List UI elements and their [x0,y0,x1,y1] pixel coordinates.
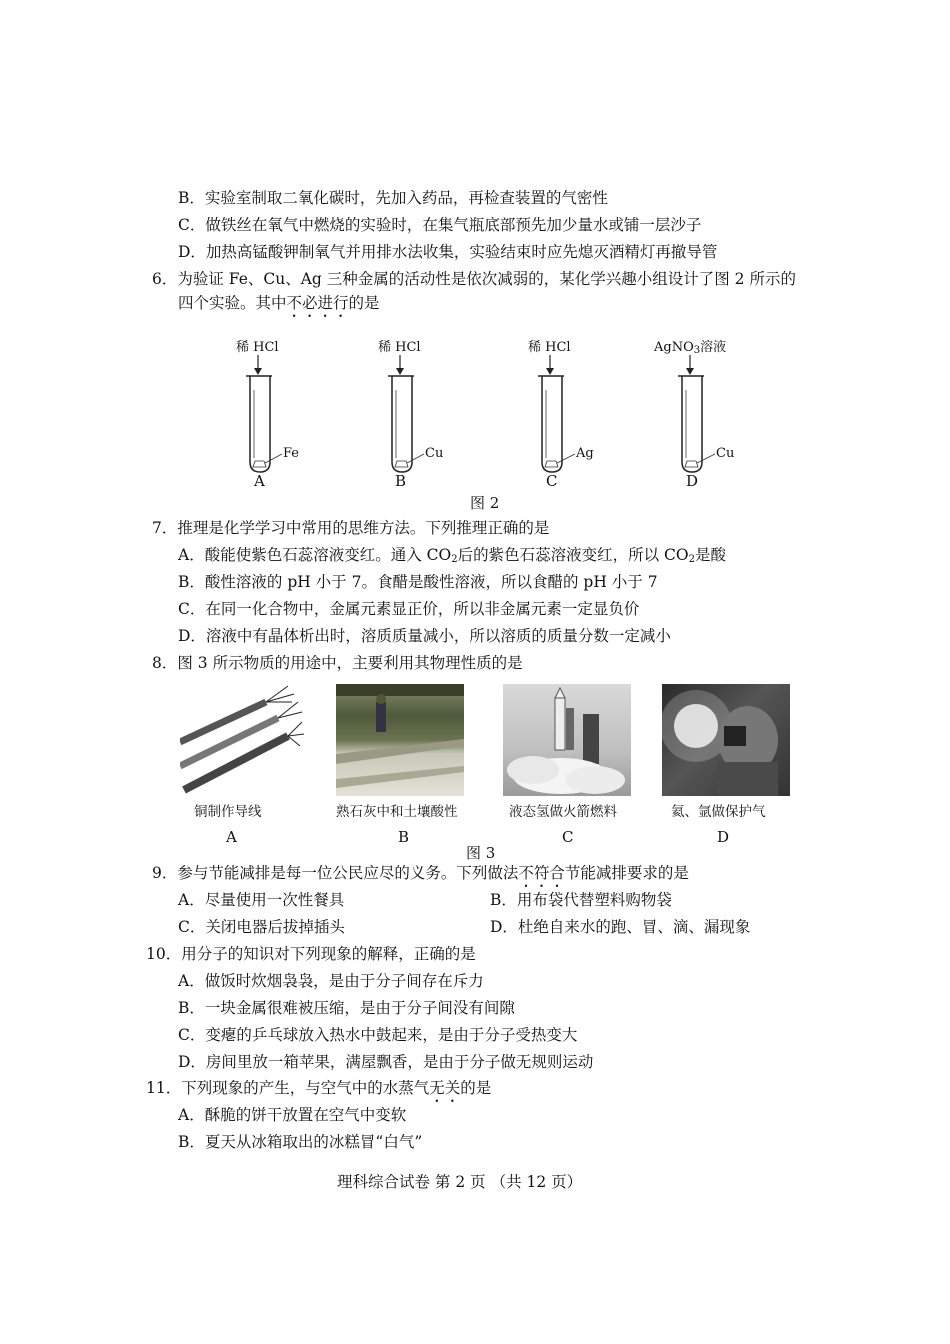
q11-stem: 11．下列现象的产生，与空气中的水蒸气无关的是 [146,1079,492,1097]
test-tubes-diagram [0,0,950,500]
tube-a-reagent: 稀 HCl [236,340,279,355]
tube-b-metal: Cu [425,446,444,461]
q11-option-a: A．酥脆的饼干放置在空气中变软 [178,1106,407,1124]
tube-d-reagent: AgNO$_3$溶液 [654,340,727,356]
q9-emphasis: 不符合 [518,864,565,882]
test-tube-a [246,355,282,472]
q9-option-b: B．用布袋代替塑料购物袋 [490,891,672,909]
photo-field-lime [336,684,464,796]
q8-stem: 8．图 3 所示物质的用途中，主要利用其物理性质的是 [152,654,523,672]
q6-emphasis: 不必进行 [286,294,349,312]
tube-d-metal: Cu [716,446,735,461]
tube-b-letter: B [395,472,407,490]
q10-option-a: A．做饭时炊烟袅袅，是由于分子间存在斥力 [178,972,484,990]
q11-emphasis: 无关 [429,1079,461,1097]
q5-option-b: B．实验室制取二氧化碳时，先加入药品，再检查装置的气密性 [178,189,608,207]
photo-b-letter: B [398,828,410,846]
q5-option-c: C．做铁丝在氧气中燃烧的实验时，在集气瓶底部预先加少量水或铺一层沙子 [178,216,702,234]
q10-stem: 10．用分子的知识对下列现象的解释，正确的是 [146,945,476,963]
test-tube-d [678,355,715,472]
q9-option-a: A．尽量使用一次性餐具 [178,891,345,909]
q6-stem-line2: 四个实验。其中不必进行的是 [178,294,380,312]
tube-b-reagent: 稀 HCl [378,340,421,355]
q7-stem: 7．推理是化学学习中常用的思维方法。下列推理正确的是 [152,519,550,537]
q6-stem-line1: 6．为验证 Fe、Cu、Ag 三种金属的活动性是依次减弱的，某化学兴趣小组设计了图 2 所示的 [152,270,796,288]
figure-3-caption: 图 3 [466,844,496,862]
q9-option-c: C．关闭电器后拔掉插头 [178,918,345,936]
tube-d-letter: D [686,472,699,490]
photo-a-caption: 铜制作导线 [194,804,262,820]
figure-2-caption: 图 2 [470,494,500,512]
tube-a-letter: A [254,472,265,490]
tube-a-metal: Fe [283,446,300,461]
photo-copper-wires [180,684,304,796]
q10-option-c: C．变瘪的乒乓球放入热水中鼓起来，是由于分子受热变大 [178,1026,578,1044]
photo-d-letter: D [717,828,730,846]
q11-option-b: B．夏天从冰箱取出的冰糕冒“白气” [178,1133,423,1151]
tube-c-metal: Ag [576,446,594,461]
q10-option-b: B．一块金属很难被压缩，是由于分子间没有间隙 [178,999,515,1017]
q7-option-c: C．在同一化合物中，金属元素显正价，所以非金属元素一定显负价 [178,600,640,618]
q7-option-a: A．酸能使紫色石蕊溶液变红。通入 $CO_2$后的紫色石蕊溶液变红，所以 $CO_2$是酸 [178,546,726,565]
photo-b-caption: 熟石灰中和土壤酸性 [336,804,458,820]
q5-option-d: D．加热高锰酸钾制氧气并用排水法收集，实验结束时应先熄灭酒精灯再撤导管 [178,243,718,261]
q9-stem: 9．参与节能减排是每一位公民应尽的义务。下列做法不符合节能减排要求的是 [152,864,689,882]
test-tube-b [388,355,424,472]
tube-c-reagent: 稀 HCl [528,340,571,355]
photo-c-caption: 液态氢做火箭燃料 [509,804,617,820]
page-footer: 理科综合试卷 第 2 页 （共 12 页） [337,1173,583,1191]
photo-rocket-launch [503,684,631,796]
q10-option-d: D．房间里放一箱苹果，满屋飘香，是由于分子做无规则运动 [178,1053,594,1071]
photo-d-caption: 氦、氩做保护气 [671,804,766,820]
q7-option-b: B．酸性溶液的 pH 小于 7。食醋是酸性溶液，所以食醋的 pH 小于 7 [178,573,658,591]
test-tube-c [538,355,575,472]
q9-option-d: D．杜绝自来水的跑、冒、滴、漏现象 [490,918,751,936]
photo-a-letter: A [226,828,237,846]
photo-welding [662,684,790,796]
tube-c-letter: C [546,472,558,490]
q7-option-d: D．溶液中有晶体析出时，溶质质量减小，所以溶质的质量分数一定减小 [178,627,671,645]
photo-c-letter: C [562,828,574,846]
